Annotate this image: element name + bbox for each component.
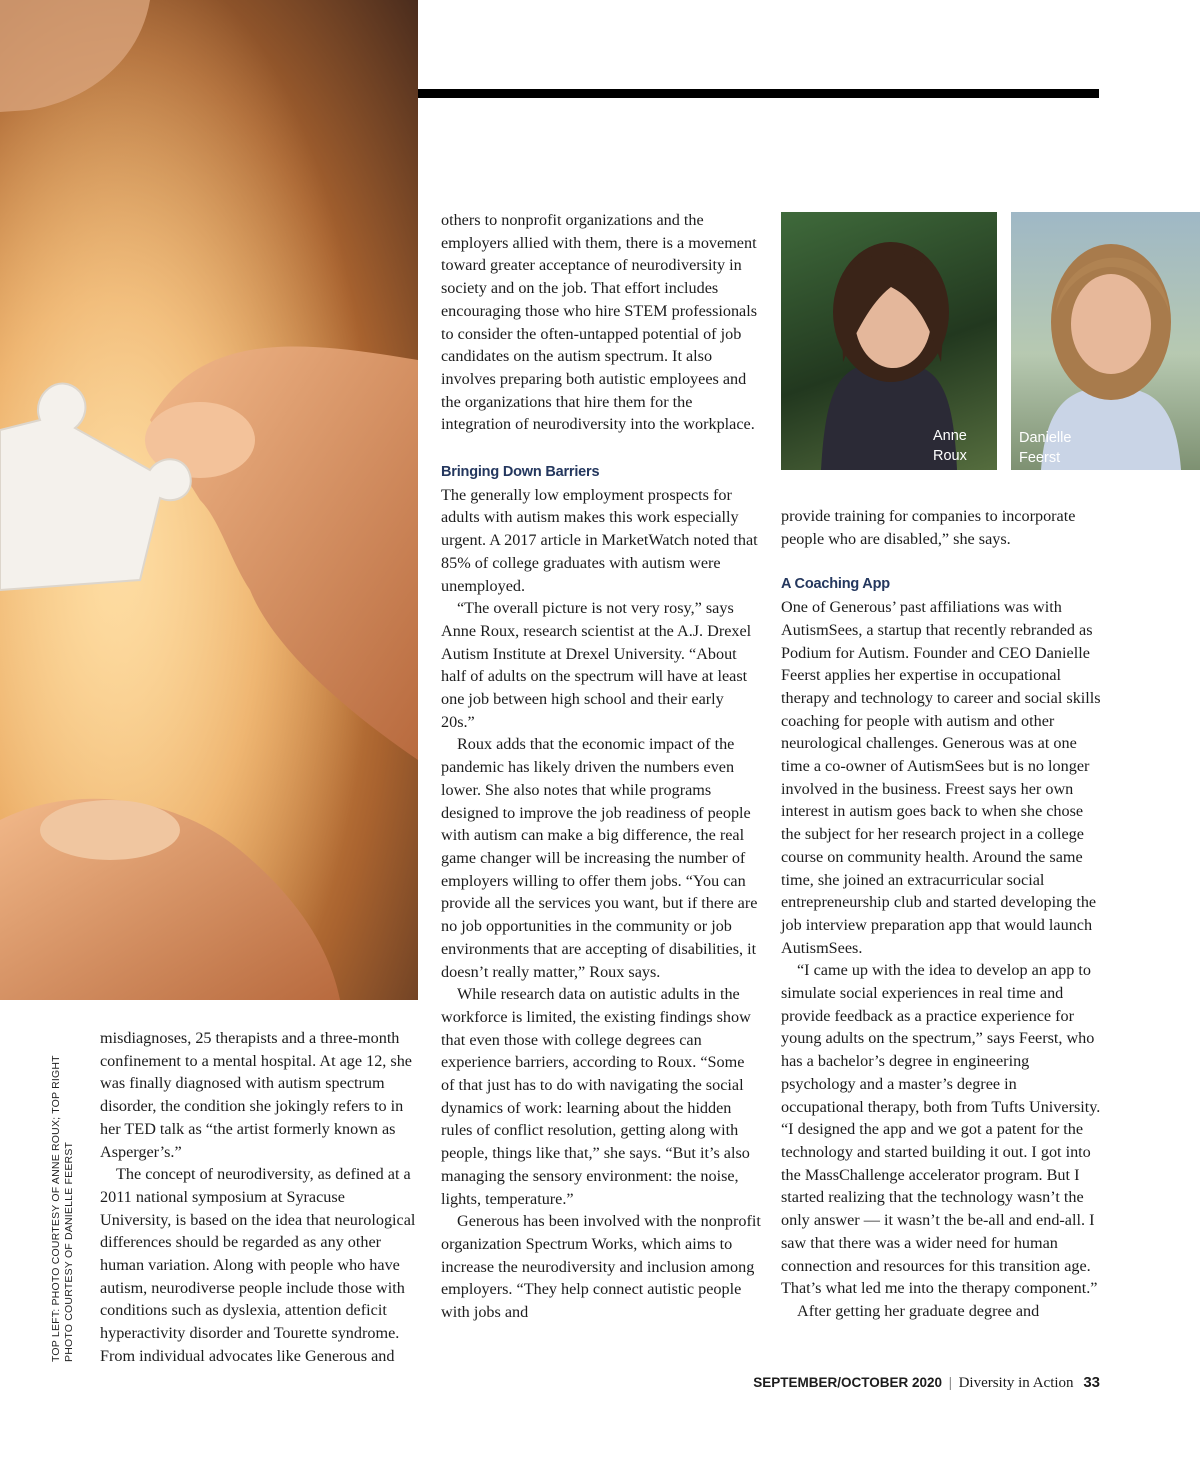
magazine-name: Diversity in Action: [958, 1375, 1074, 1391]
page-number: 33: [1083, 1374, 1100, 1391]
danielle-caption-first: Danielle: [1019, 430, 1072, 446]
hero-photo-puzzle-hands: [0, 0, 418, 1000]
puzzle-hands-illustration: [0, 0, 418, 1000]
anne-caption-first: Anne: [933, 428, 967, 444]
danielle-feerst-caption: [1019, 428, 1071, 468]
paragraph: After getting her graduate degree and: [797, 1301, 1040, 1320]
anne-roux-photo: [781, 212, 997, 470]
paragraph: “I came up with the idea to develop an app to simulate social experiences in real time and provide feedback as a practice experience for young adults on the spectrum,” says Feerst, who has a bachelor’s degree in engineering psychology and a master’s degree in occupational therapy, both from Tufts University. “I designed the app and we got a patent for the technology and started building it out. I got into the MassChallenge accelerator program. But I started realizing that the technology wasn’t the only answer — it wasn’t the be-all and end-all. I saw that there was a wider need for human connection and resources for this transition age. That’s what led me into the therapy component.”: [781, 961, 1101, 1298]
danielle-feerst-photo: [1011, 212, 1200, 470]
photo-credit-line1: TOP LEFT: PHOTO COURTESY OF ANNE ROUX; TOP RIGHT: [50, 1055, 62, 1362]
danielle-caption-last: Feerst: [1019, 450, 1061, 466]
paragraph: others to nonprofit organizations and the employers allied with them, there is a movement toward greater acceptance of neurodiversity in society and on the job. That effort includes encouraging those who hire STEM professionals to consider the often-untapped potential of job candidates on the autism spectrum. It also involves preparing both autistic employees and the organizations that hire them for the integration of neurodiversity into the workplace.: [441, 211, 758, 434]
paragraph: provide training for companies to incorporate people who are disabled,” she says.: [781, 507, 1076, 548]
section-heading-bringing-down-barriers: Bringing Down Barriers: [441, 464, 600, 481]
page-footer: [740, 1374, 1100, 1392]
paragraph: “The overall picture is not very rosy,” says Anne Roux, research scientist at the A.J. Drexel Autism Institute at Drexel University. “About half of adults on the spectrum will have at least one job between high school and their early 20s.”: [441, 599, 752, 731]
article-column-right: [781, 505, 1101, 1323]
paragraph: Roux adds that the economic impact of the pandemic has likely driven the numbers even lower. She also notes that while programs designed to improve the job readiness of people with autism can make a big difference, the real game changer will be increasing the number of employers willing to offer them jobs. “You can provide all the services you want, but if there are no job opportunities in the community or job environments that are accepting of disabilities, it doesn’t really matter,” Roux says.: [441, 735, 758, 981]
issue-date: SEPTEMBER/OCTOBER 2020: [753, 1375, 943, 1390]
paragraph: Generous has been involved with the nonprofit organization Spectrum Works, which aims to increase the neurodiversity and inclusion among employers. “They help connect autistic people with jobs and: [441, 1212, 761, 1322]
header-rule: [418, 89, 1099, 98]
anne-caption-last: Roux: [933, 448, 967, 464]
photo-credit-line2: PHOTO COURTESY OF DANIELLE FEERST: [63, 1141, 75, 1362]
article-column-middle: [441, 209, 761, 1324]
paragraph: While research data on autistic adults in the workforce is limited, the existing findings show that even those with college degrees can experience barriers, according to Roux. “Some of that just has to do with navigating the social dynamics of work: learning about the hidden rules of conflict resolution, getting along with people, things like that,” she says. “But it’s also managing the sensory environment: the noise, lights, temperature.”: [441, 985, 751, 1208]
photo-credit: [50, 1032, 76, 1362]
section-heading-a-coaching-app: A Coaching App: [781, 576, 890, 593]
article-column-left: [100, 1027, 418, 1368]
paragraph: misdiagnoses, 25 therapists and a three-month confinement to a mental hospital. At age 12, she was finally diagnosed with autism spectrum disorder, the condition she jokingly refers to in her TED talk as “the artist formerly known as Asperger’s.”: [100, 1029, 412, 1161]
footer-separator: |: [948, 1375, 952, 1391]
anne-roux-caption: [933, 426, 967, 466]
paragraph: One of Generous’ past affiliations was with AutismSees, a startup that recently rebranded as Podium for Autism. Founder and CEO Danielle Feerst applies her expertise in occupational therapy and technology to career and social skills coaching for people with autism and other neurological challenges. Generous was at one time a co-owner of AutismSees but is no longer involved in the business. Freest says her own interest in autism goes back to when she chose the subject for her research project in a college course on community health. Around the same time, she joined an extracurricular social entrepreneurship club and started developing the job interview preparation app that would launch AutismSees.: [781, 598, 1101, 957]
paragraph: The generally low employment prospects for adults with autism makes this work especially urgent. A 2017 article in MarketWatch noted that 85% of college graduates with autism were unemployed.: [441, 485, 758, 595]
paragraph: The concept of neurodiversity, as defined at a 2011 national symposium at Syracuse University, is based on the idea that neurological differences should be regarded as any other human variation. Along with people who have autism, neurodiverse people include those with conditions such as dyslexia, attention deficit hyperactivity disorder and Tourette syndrome. From individual advocates like Generous and: [100, 1165, 416, 1365]
